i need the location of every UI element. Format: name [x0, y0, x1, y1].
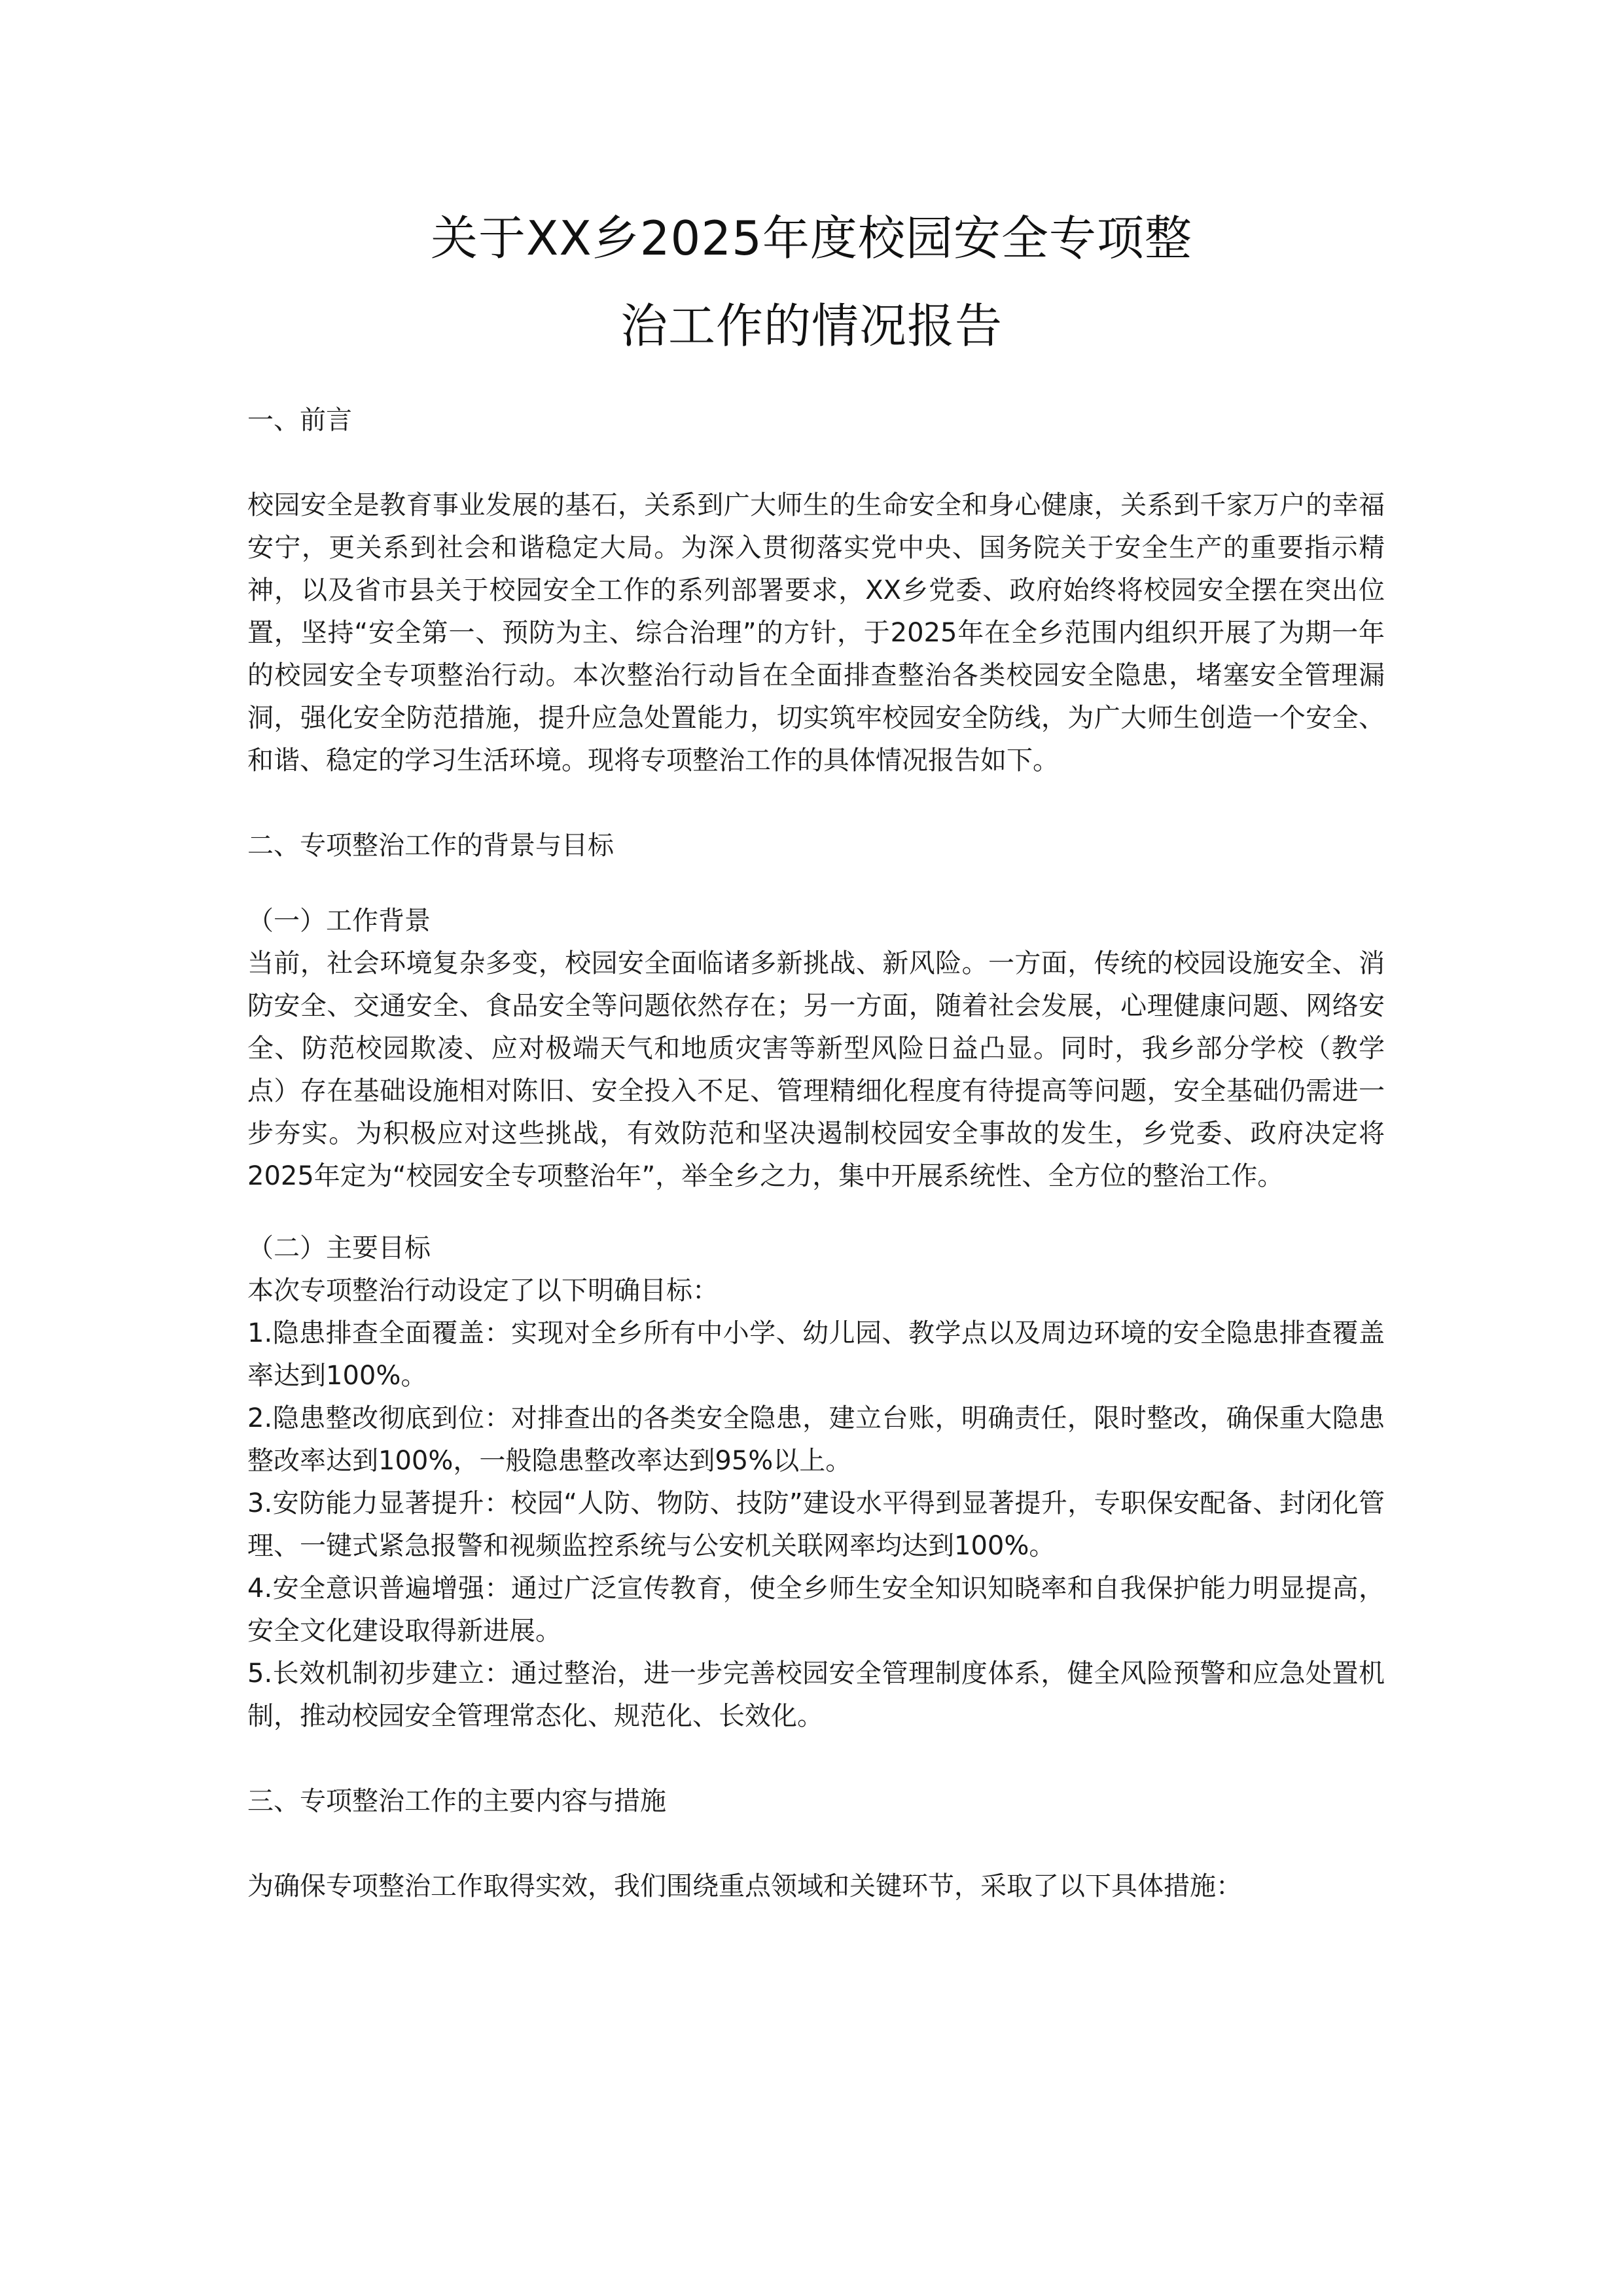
paragraph-foreword: 校园安全是教育事业发展的基石，关系到广大师生的生命安全和身心健康，关系到千家万户的幸福安宁，更关系到社会和谐稳定大局。为深入贯彻落实党中央、国务院关于安全生产的重要指示精神，以及省市县关于校园安全工作的系列部署要求，XX乡党委、政府始终将校园安全摆在突出位置，坚持“安全第一、预防为主、综合治理”的方针，于2025年在全乡范围内组织开展了为期一年的校园安全专项整治行动。本次整治行动旨在全面排查整治各类校园安全隐患，堵塞安全管理漏洞，强化安全防范措施，提升应急处置能力，切实筑牢校园安全防线，为广大师生创造一个安全、和谐、稳定的学习生活环境。现将专项整治工作的具体情况报告如下。	[247, 490, 1385, 776]
subsection-heading-background: （一）工作背景	[247, 906, 431, 936]
spacer	[247, 867, 1385, 900]
paragraph-goals-intro: 本次专项整治行动设定了以下明确目标：	[247, 1276, 719, 1306]
subsection-heading-goals: （二）主要目标	[247, 1233, 431, 1263]
spacer	[247, 1823, 1385, 1865]
spacer	[247, 782, 1385, 825]
document-title-line-1: 关于XX乡2025年度校园安全专项整	[431, 211, 1192, 266]
paragraph-measures-intro: 为确保专项整治工作取得实效，我们围绕重点领域和关键环节，采取了以下具体措施：	[247, 1871, 1242, 1901]
goal-item: 5.长效机制初步建立：通过整治，进一步完善校园安全管理制度体系，健全风险预警和应急处置机制，推动校园安全管理常态化、规范化、长效化。	[247, 1659, 1385, 1731]
section-heading-measures: 三、专项整治工作的主要内容与措施	[247, 1786, 666, 1816]
section-heading-background-goals: 二、专项整治工作的背景与目标	[247, 831, 614, 861]
section-heading-foreword: 一、前言	[247, 405, 352, 435]
spacer	[247, 442, 1385, 484]
goal-item: 3.安防能力显著提升：校园“人防、物防、技防”建设水平得到显著提升，专职保安配备、封闭化管理、一键式紧急报警和视频监控系统与公安机关联网率均达到100%。	[247, 1488, 1385, 1561]
document-body	[247, 399, 1385, 1908]
goal-item: 1.隐患排查全面覆盖：实现对全乡所有中小学、幼儿园、教学点以及周边环境的安全隐患排查覆盖率达到100%。	[247, 1318, 1385, 1391]
document-title-line-2: 治工作的情况报告	[620, 298, 1003, 353]
spacer	[247, 1738, 1385, 1780]
spacer	[247, 1198, 1385, 1227]
goal-item: 2.隐患整改彻底到位：对排查出的各类安全隐患，建立台账，明确责任，限时整改，确保重大隐患整改率达到100%，一般隐患整改率达到95%以上。	[247, 1403, 1385, 1476]
goal-item: 4.安全意识普遍增强：通过广泛宣传教育，使全乡师生安全知识知晓率和自我保护能力明显提高，安全文化建设取得新进展。	[247, 1573, 1385, 1646]
paragraph-background: 当前，社会环境复杂多变，校园安全面临诸多新挑战、新风险。一方面，传统的校园设施安全、消防安全、交通安全、食品安全等问题依然存在；另一方面，随着社会发展，心理健康问题、网络安全、防范校园欺凌、应对极端天气和地质灾害等新型风险日益凸显。同时，我乡部分学校（教学点）存在基础设施相对陈旧、安全投入不足、管理精细化程度有待提高等问题，安全基础仍需进一步夯实。为积极应对这些挑战，有效防范和坚决遏制校园安全事故的发生，乡党委、政府决定将2025年定为“校园安全专项整治年”，举全乡之力，集中开展系统性、全方位的整治工作。	[247, 948, 1385, 1191]
